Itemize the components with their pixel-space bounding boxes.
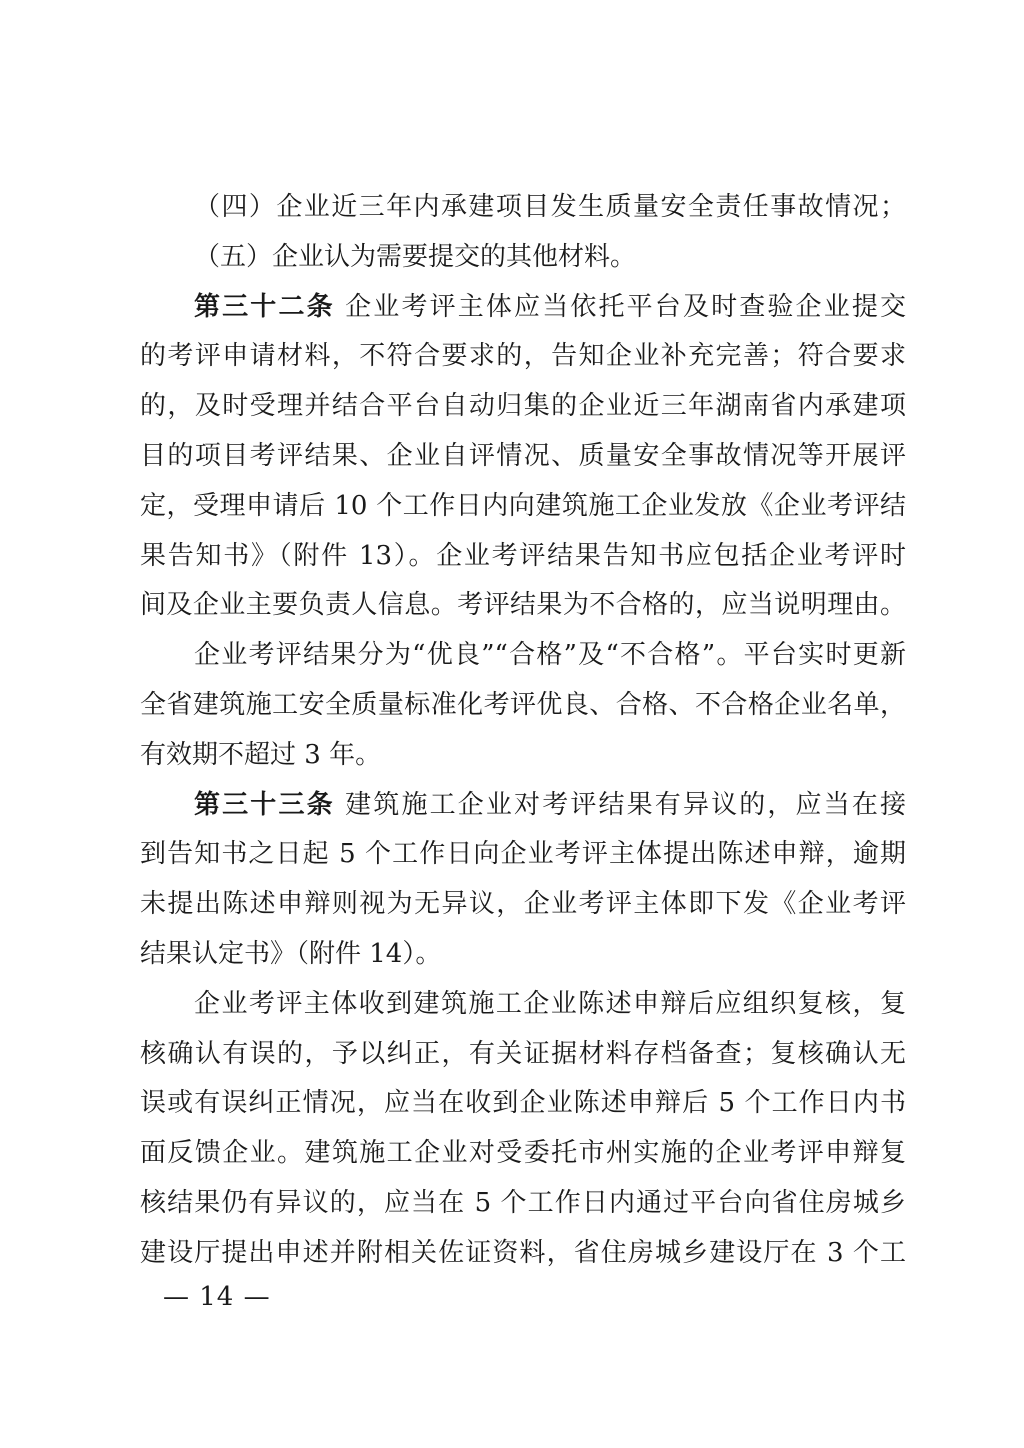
document-line: （五）企业认为需要提交的其他材料。 — [194, 241, 637, 272]
line-text: 企业考评主体应当依托平台及时查验企业提交 — [334, 291, 906, 322]
document-line: 有效期不超过 3 年。 — [140, 739, 382, 770]
document-body — [140, 183, 906, 1279]
document-line — [140, 283, 906, 333]
document-line: 核确认有误的，予以纠正，有关证据材料存档备查；复核确认无 — [140, 1038, 906, 1069]
document-line: 核结果仍有异议的，应当在 5 个工作日内通过平台向省住房城乡 — [140, 1187, 906, 1218]
document-line: 企业考评结果分为“优良”“合格”及“不合格”。平台实时更新 — [194, 640, 906, 671]
document-line: 未提出陈述申辩则视为无异议，企业考评主体即下发《企业考评 — [140, 889, 906, 920]
document-line: 果告知书》（附件 13）。企业考评结果告知书应包括企业考评时 — [140, 540, 906, 571]
document-line: 目的项目考评结果、企业自评情况、质量安全事故情况等开展评 — [140, 440, 906, 471]
document-line: 建设厅提出申述并附相关佐证资料，省住房城乡建设厅在 3 个工 — [140, 1237, 906, 1268]
clause-heading: 第三十三条 — [194, 789, 335, 820]
document-line: 误或有误纠正情况，应当在收到企业陈述申辩后 5 个工作日内书 — [140, 1088, 906, 1119]
document-line: 间及企业主要负责人信息。考评结果为不合格的，应当说明理由。 — [140, 590, 906, 621]
document-line: 全省建筑施工安全质量标准化考评优良、合格、不合格企业名单， — [140, 689, 906, 720]
document-line: （四）企业近三年内承建项目发生质量安全责任事故情况； — [194, 192, 906, 222]
document-line: 企业考评主体收到建筑施工企业陈述申辩后应组织复核，复 — [194, 988, 906, 1019]
document-line: 面反馈企业。建筑施工企业对受委托市州实施的企业考评申辩复 — [140, 1138, 906, 1169]
line-text: 建筑施工企业对考评结果有异议的，应当在接 — [334, 789, 906, 820]
document-line: 定，受理申请后 10 个工作日内向建筑施工企业发放《企业考评结 — [140, 490, 906, 521]
page-number: — 14 — — [163, 1282, 271, 1312]
document-line: 的考评申请材料，不符合要求的，告知企业补充完善；符合要求 — [140, 341, 906, 372]
document-line — [140, 781, 906, 831]
document-line: 到告知书之日起 5 个工作日向企业考评主体提出陈述申辩，逾期 — [140, 839, 906, 870]
clause-heading: 第三十二条 — [194, 291, 335, 322]
document-line: 结果认定书》（附件 14）。 — [140, 938, 442, 969]
document-line: 的，及时受理并结合平台自动归集的企业近三年湖南省内承建项 — [140, 391, 906, 422]
